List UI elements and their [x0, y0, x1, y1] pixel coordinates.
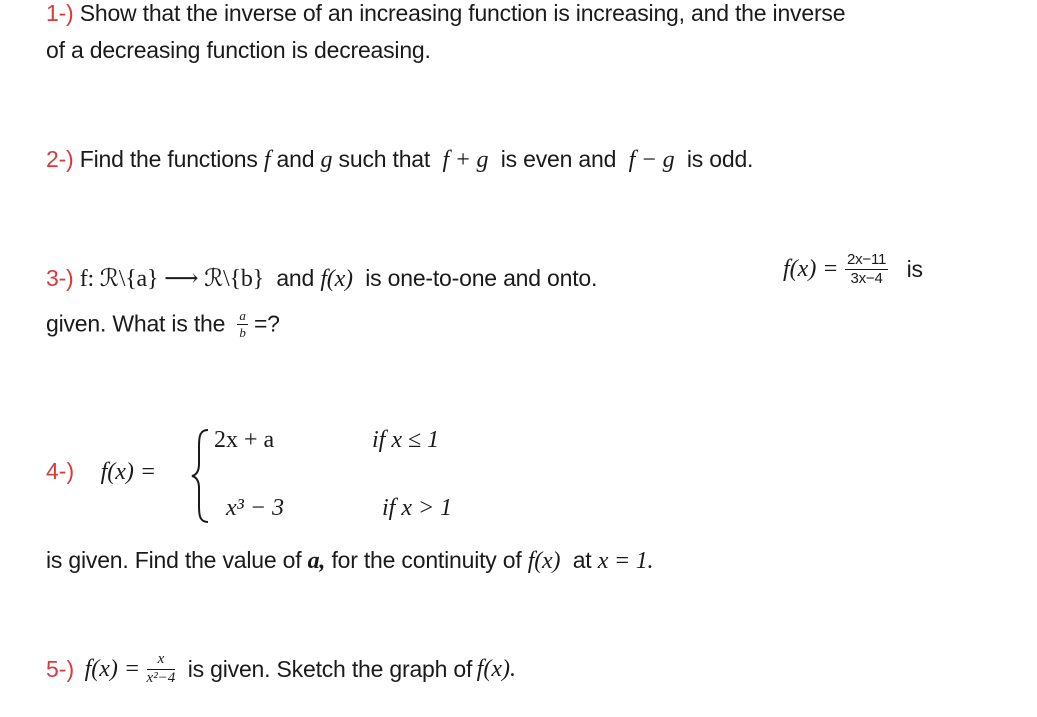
problem-3-one-to-one: is one-to-one and onto.	[365, 265, 598, 291]
problem-3-eq-q: =?	[253, 310, 280, 337]
problem-2	[46, 146, 753, 174]
problem-5-fx-eq: f(x) =	[84, 655, 141, 682]
problem-2-such-that: such that	[338, 146, 431, 172]
problem-4-tail	[46, 547, 653, 575]
problem-2-and: and	[276, 146, 315, 172]
problem-2-number: 2-)	[46, 146, 74, 172]
problem-5	[46, 652, 516, 687]
problem-3-fraction-numerator: 2x−11	[846, 251, 887, 268]
problem-3-fx: f(x)	[320, 266, 353, 292]
problem-5-tail: is given. Sketch the graph of	[187, 655, 473, 682]
problem-4-case-1-expr	[214, 427, 274, 454]
problem-5-fraction-numerator: x	[147, 652, 176, 670]
problem-3-number: 3-)	[46, 265, 74, 291]
problem-1-line-1	[46, 0, 845, 27]
problem-5-number: 5-)	[46, 655, 75, 682]
problem-4-a: a,	[307, 548, 326, 574]
problem-5-fx: f(x).	[476, 655, 516, 682]
problem-3-a: a	[239, 308, 246, 323]
problem-4-at: at	[572, 547, 592, 573]
problem-2-f: f	[263, 147, 271, 173]
problem-4-number: 4-)	[46, 458, 75, 484]
problem-4-x-eq: x = 1.	[597, 548, 654, 574]
problem-2-text-a: Find the functions	[79, 146, 258, 172]
problem-3-fraction-denominator: 3x−4	[850, 269, 883, 287]
problem-5-fraction-denominator: x²−4	[146, 669, 176, 686]
problem-4-case-2-condition-wrapper	[382, 495, 452, 522]
problem-4-fx: f(x)	[527, 548, 561, 574]
problem-4-tail-b: for the continuity of	[331, 547, 522, 573]
problem-3-fx-eq: f(x) =	[783, 255, 839, 282]
problem-2-is-odd: is odd.	[686, 146, 754, 172]
problem-1-text-line-2: of a decreasing function is decreasing.	[46, 37, 431, 63]
problem-3-given-what: given. What is the	[46, 310, 226, 337]
problem-2-g: g	[320, 147, 333, 173]
problem-4-case-2-condition: if x > 1	[382, 495, 453, 521]
problem-3-fraction	[845, 252, 888, 287]
problem-3-a-over-b	[237, 309, 247, 339]
problem-3-function-definition	[783, 252, 923, 287]
problem-2-f-plus-g: f + g	[442, 147, 489, 173]
problem-4-case-1-condition-wrapper	[372, 427, 439, 454]
problem-4-case-2-expr	[226, 495, 284, 522]
problem-3-line-1	[46, 264, 597, 293]
problem-3-mapping: f: ℛ\{a} ⟶ ℛ\{b}	[79, 266, 264, 292]
problem-5-fraction	[147, 652, 176, 687]
problem-4-lhs	[46, 458, 156, 486]
problem-1-text-line-1: Show that the inverse of an increasing function is increasing, and the inverse	[79, 0, 846, 26]
left-brace-icon	[190, 428, 212, 524]
problem-3-b: b	[239, 324, 246, 340]
problem-3-and: and	[276, 265, 315, 291]
problem-4-case-2-expression: x³ − 3	[226, 495, 285, 521]
problem-3-line-2	[46, 309, 280, 339]
problem-1-number: 1-)	[46, 0, 74, 26]
problem-2-f-minus-g: f − g	[628, 147, 675, 173]
problem-1-line-2	[46, 37, 431, 64]
problem-2-is-even-and: is even and	[500, 146, 617, 172]
problem-3-is: is	[906, 255, 923, 282]
problem-4-case-1-expression: 2x + a	[214, 427, 275, 453]
problem-4-tail-a: is given. Find the value of	[46, 547, 302, 573]
problem-4-case-1-condition: if x ≤ 1	[372, 427, 440, 453]
problem-4-fx-eq: f(x) =	[100, 459, 157, 485]
